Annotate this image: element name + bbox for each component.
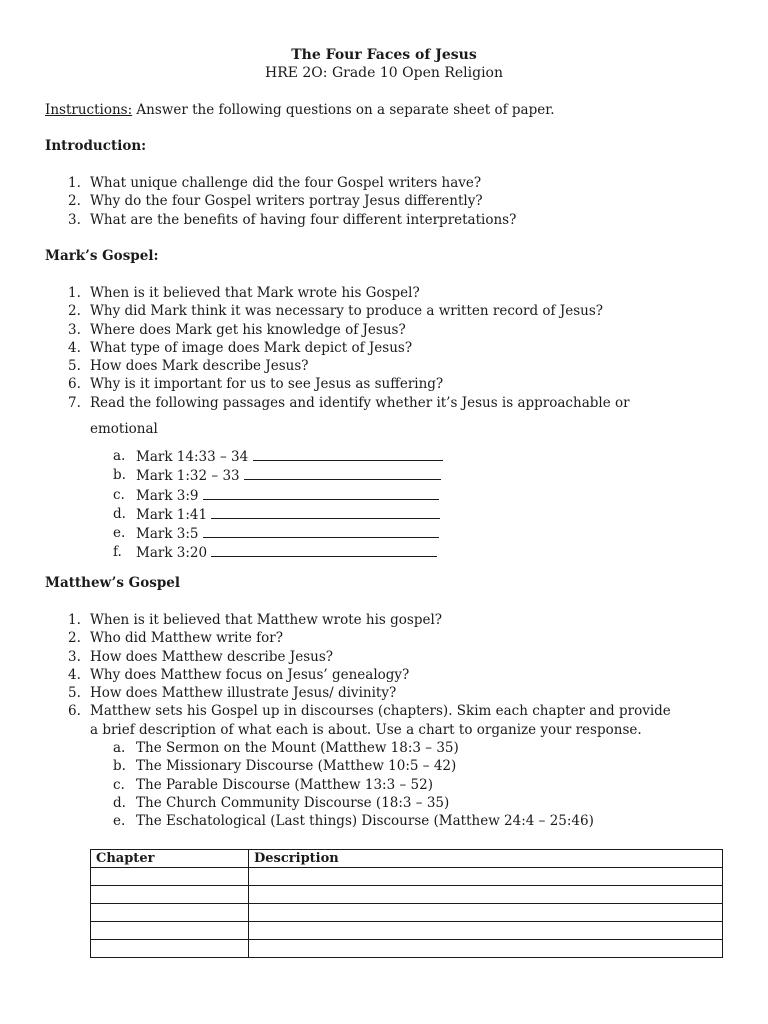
list-item: a brief description of what each is about. Use a chart to organize your response. xyxy=(90,721,642,738)
list-item: d. The Church Community Discourse (18:3 – 35) xyxy=(113,794,450,811)
page-subtitle: HRE 2O: Grade 10 Open Religion xyxy=(264,65,503,81)
table-cell[interactable] xyxy=(91,886,249,904)
list-item: a. The Sermon on the Mount (Matthew 18:3 – 35) xyxy=(113,740,459,756)
list-item: 2. Why did Mark think it was necessary to produce a written record of Jesus? xyxy=(68,303,604,320)
list-item: 4. What type of image does Mark depict of Jesus? xyxy=(68,339,413,356)
question-7-continuation: emotional xyxy=(90,421,158,437)
instructions xyxy=(45,102,555,118)
discourse-chart xyxy=(90,849,723,958)
introduction-questions xyxy=(45,174,516,229)
list-item: 3. What are the benefits of having four different interpretations? xyxy=(68,211,517,228)
instructions-label: Instructions: xyxy=(45,102,133,118)
list-item: 1. When is it believed that Mark wrote his Gospel? xyxy=(68,285,420,301)
list-item: 5. How does Mark describe Jesus? xyxy=(68,358,309,375)
mark-questions xyxy=(45,284,630,412)
list-item: 1. When is it believed that Matthew wrote his gospel? xyxy=(68,612,443,628)
table-cell[interactable] xyxy=(249,868,723,886)
list-item: 1. What unique challenge did the four Gospel writers have? xyxy=(68,175,482,191)
table-cell[interactable] xyxy=(91,868,249,886)
list-item: 4. Why does Matthew focus on Jesus’ genealogy? xyxy=(68,666,410,683)
table-cell[interactable] xyxy=(249,940,723,958)
answer-blank[interactable] xyxy=(253,447,443,461)
answer-blank[interactable] xyxy=(203,524,439,538)
mark-passages xyxy=(113,447,443,563)
list-item: 6. Matthew sets his Gospel up in discourses (chapters). Skim each chapter and provide xyxy=(68,703,671,720)
list-item: e. Mark 3:5 xyxy=(113,524,443,543)
column-header-description: Description xyxy=(249,850,723,868)
list-item: e. The Eschatological (Last things) Discourse (Matthew 24:4 – 25:46) xyxy=(113,813,594,830)
list-item: 7. Read the following passages and identify whether it’s Jesus is approachable or xyxy=(68,394,630,411)
answer-blank[interactable] xyxy=(203,486,439,500)
table-cell[interactable] xyxy=(249,886,723,904)
answer-blank[interactable] xyxy=(244,466,441,480)
table-cell[interactable] xyxy=(91,922,249,940)
table-row xyxy=(91,940,723,958)
list-item: b. The Missionary Discourse (Matthew 10:5 – 42) xyxy=(113,758,457,775)
matthew-discourses xyxy=(113,739,594,830)
marks-gospel-heading: Mark’s Gospel: xyxy=(45,248,159,264)
table-row xyxy=(91,868,723,886)
table-row xyxy=(91,922,723,940)
list-item: c. Mark 3:9 xyxy=(113,486,443,505)
table-row xyxy=(91,886,723,904)
instructions-text: Answer the following questions on a separate sheet of paper. xyxy=(132,102,555,118)
introduction-heading: Introduction: xyxy=(45,138,147,154)
list-item: a. Mark 14:33 – 34 xyxy=(113,447,443,466)
list-item: 6. Why is it important for us to see Jesus as suffering? xyxy=(68,376,444,393)
column-header-chapter: Chapter xyxy=(91,850,249,868)
matthew-questions xyxy=(45,611,671,739)
answer-blank[interactable] xyxy=(211,543,437,557)
list-item: 2. Why do the four Gospel writers portray Jesus differently? xyxy=(68,193,483,210)
page-title: The Four Faces of Jesus xyxy=(291,47,477,63)
table-cell[interactable] xyxy=(249,922,723,940)
list-item: b. Mark 1:32 – 33 xyxy=(113,466,443,485)
matthews-gospel-heading: Matthew’s Gospel xyxy=(45,575,180,591)
table-cell[interactable] xyxy=(91,940,249,958)
table-header-row xyxy=(91,850,723,868)
table-row xyxy=(91,904,723,922)
list-item: 3. How does Matthew describe Jesus? xyxy=(68,648,333,665)
table-cell[interactable] xyxy=(249,904,723,922)
list-item: d. Mark 1:41 xyxy=(113,505,443,524)
answer-blank[interactable] xyxy=(211,505,440,519)
list-item: c. The Parable Discourse (Matthew 13:3 – 52) xyxy=(113,776,433,793)
list-item: 2. Who did Matthew write for? xyxy=(68,630,283,647)
list-item: 3. Where does Mark get his knowledge of Jesus? xyxy=(68,321,406,338)
list-item: 5. How does Matthew illustrate Jesus/ divinity? xyxy=(68,685,397,702)
list-item: f. Mark 3:20 xyxy=(113,543,443,562)
table-cell[interactable] xyxy=(91,904,249,922)
